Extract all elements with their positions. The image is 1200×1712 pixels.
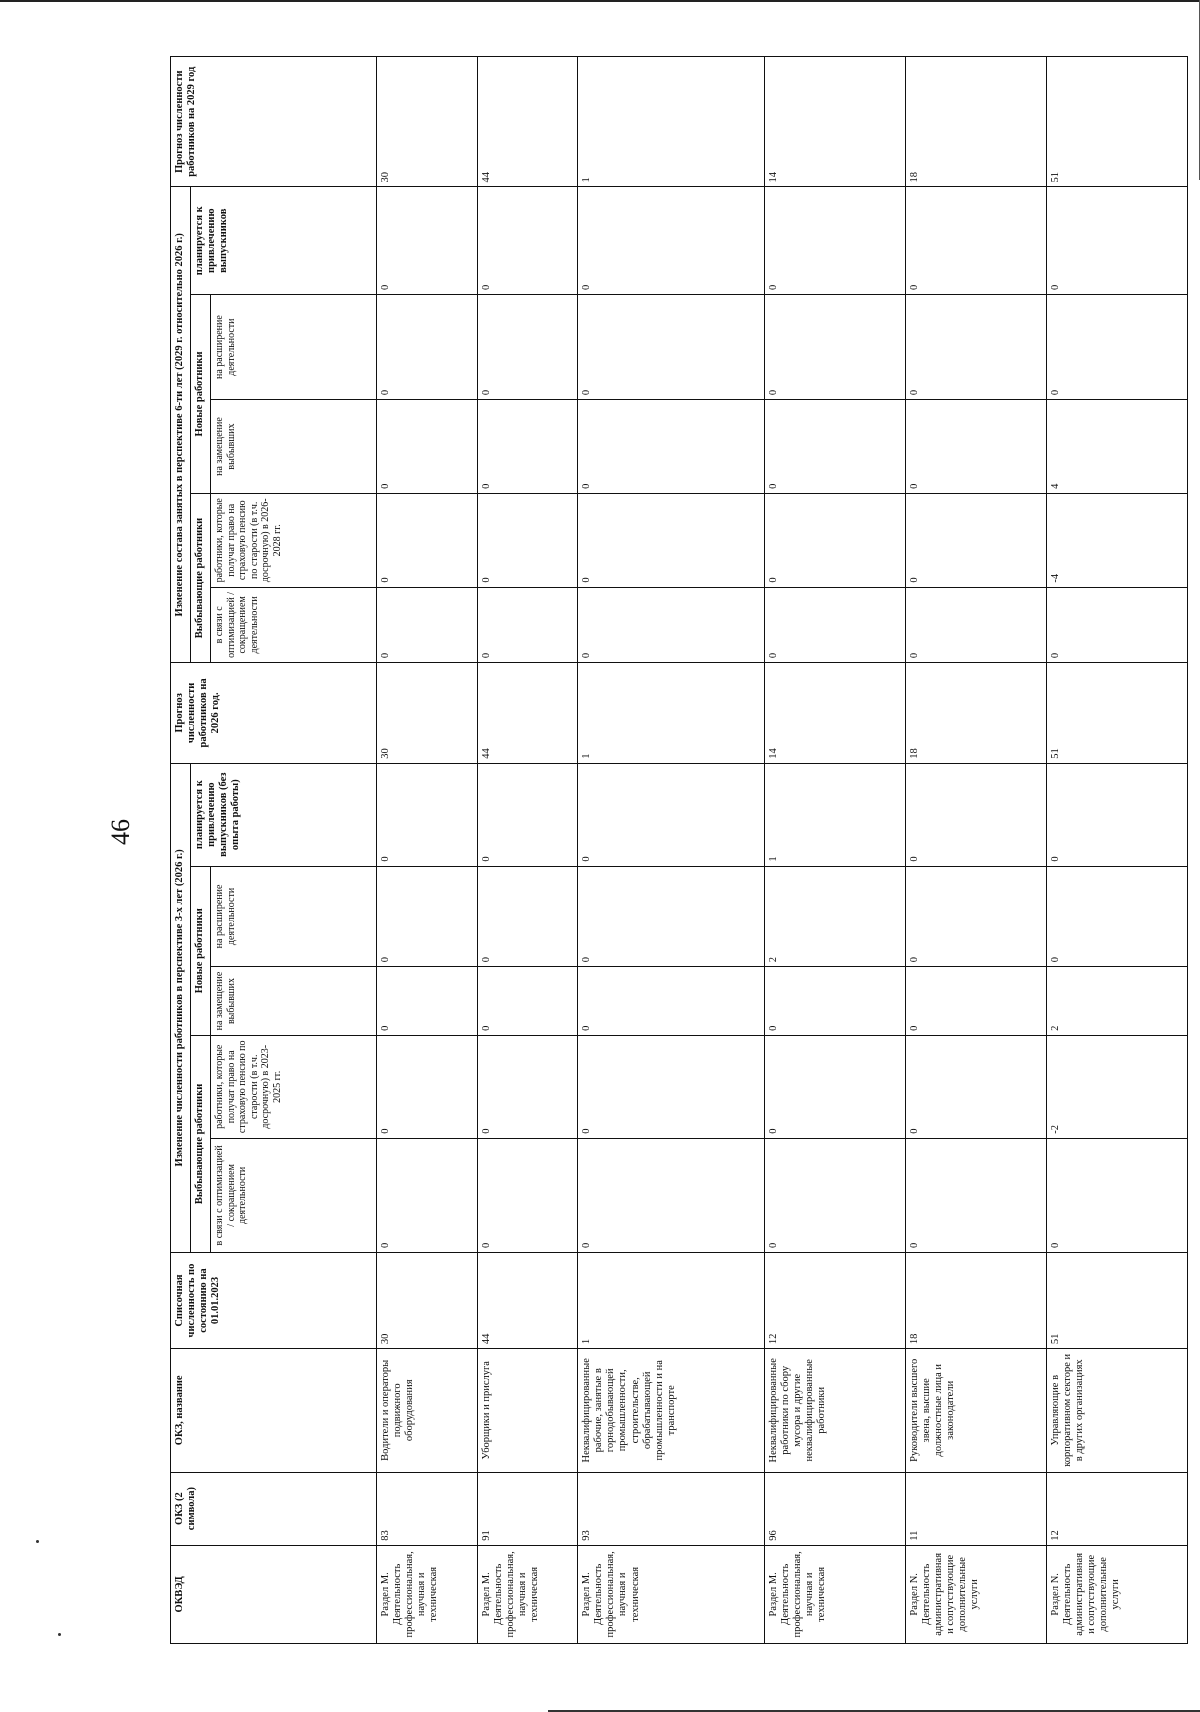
value-cell: 0 — [906, 400, 1047, 494]
value-cell: 0 — [765, 1138, 906, 1252]
okz2-cell: 83 — [377, 1472, 478, 1545]
value-cell: 1 — [578, 57, 765, 187]
value-cell: 51 — [1047, 1253, 1188, 1349]
value-cell: 0 — [377, 967, 478, 1036]
value-cell: 0 — [578, 763, 765, 866]
okz2-cell: 93 — [578, 1472, 765, 1545]
value-cell: 18 — [906, 663, 1047, 764]
rotated-table-area — [170, 56, 1188, 1644]
value-cell: 0 — [906, 187, 1047, 295]
value-cell: 0 — [765, 967, 906, 1036]
okz-name-cell: Руководители высшего звена, высшие должностные лица и законодатели — [906, 1349, 1047, 1472]
value-cell: 4 — [1047, 400, 1188, 494]
scan-speck — [36, 1540, 39, 1543]
okz-name-cell: Уборщики и прислуга — [477, 1349, 578, 1472]
value-cell: 51 — [1047, 663, 1188, 764]
top-scan-edge — [0, 0, 1200, 2]
value-cell: 0 — [1047, 295, 1188, 400]
value-cell: 0 — [765, 493, 906, 587]
table-body — [377, 57, 1188, 1644]
value-cell: 0 — [765, 1035, 906, 1138]
table-row — [906, 57, 1047, 1644]
value-cell: 18 — [906, 57, 1047, 187]
value-cell: 0 — [906, 587, 1047, 662]
header-new-3y: Новые работники — [191, 866, 211, 1035]
value-cell: 0 — [578, 1035, 765, 1138]
okz-name-cell: Неквалифицированные рабочие, занятые в горнодобывающей промышленности, строительстве, обрабатывающей промышленности и на транспорте — [578, 1349, 765, 1472]
value-cell: 44 — [477, 57, 578, 187]
okved-cell: Раздел М. Деятельность профессиональная, научная и техническая — [765, 1545, 906, 1643]
value-cell: 0 — [477, 587, 578, 662]
value-cell: 0 — [377, 493, 478, 587]
header-leaving-opt-6y: в связи с оптимизацией / сокращением деятельности — [211, 587, 377, 662]
value-cell: 0 — [377, 866, 478, 967]
value-cell: 0 — [578, 295, 765, 400]
header-change-3y: Изменение численности работников в перспективе 3-х лет (2026 г.) — [171, 763, 191, 1252]
header-new-6y: Новые работники — [191, 295, 211, 494]
value-cell: 1 — [765, 763, 906, 866]
okved-cell: Раздел М. Деятельность профессиональная, научная и техническая — [477, 1545, 578, 1643]
table-row — [477, 57, 578, 1644]
header-new-expand-6y: на расширение деятельности — [211, 295, 377, 400]
header-okved: ОКВЭД — [171, 1545, 377, 1643]
header-headcount-2023: Списочная численность по состоянию на 01.01.2023 — [171, 1253, 377, 1349]
value-cell: 12 — [765, 1253, 906, 1349]
value-cell: 0 — [906, 1035, 1047, 1138]
value-cell: 0 — [477, 187, 578, 295]
value-cell: 0 — [1047, 587, 1188, 662]
value-cell: 0 — [377, 1138, 478, 1252]
value-cell: 0 — [906, 967, 1047, 1036]
value-cell: 0 — [377, 1035, 478, 1138]
value-cell: 0 — [1047, 763, 1188, 866]
value-cell: 2 — [1047, 967, 1188, 1036]
value-cell: 0 — [377, 187, 478, 295]
value-cell: 0 — [578, 866, 765, 967]
value-cell: 44 — [477, 663, 578, 764]
value-cell: 0 — [906, 295, 1047, 400]
value-cell: 0 — [578, 493, 765, 587]
value-cell: 0 — [377, 587, 478, 662]
okz-name-cell: Водители и операторы подвижного оборудования — [377, 1349, 478, 1472]
header-new-replace-6y: на замещение выбывших — [211, 400, 377, 494]
value-cell: -4 — [1047, 493, 1188, 587]
value-cell: 30 — [377, 57, 478, 187]
value-cell: -2 — [1047, 1035, 1188, 1138]
okved-cell: Раздел N. Деятельность административная и сопутствующие дополнительные услуги — [1047, 1545, 1188, 1643]
value-cell: 30 — [377, 1253, 478, 1349]
header-leaving-6y: Выбывающие работники — [191, 493, 211, 662]
okz2-cell: 91 — [477, 1472, 578, 1545]
value-cell: 14 — [765, 663, 906, 764]
okz2-cell: 11 — [906, 1472, 1047, 1545]
value-cell: 0 — [906, 763, 1047, 866]
value-cell: 0 — [377, 763, 478, 866]
value-cell: 0 — [906, 493, 1047, 587]
header-new-replace-3y: на замещение выбывших — [211, 967, 377, 1036]
value-cell: 1 — [578, 1253, 765, 1349]
okz2-cell: 96 — [765, 1472, 906, 1545]
value-cell: 0 — [1047, 866, 1188, 967]
value-cell: 0 — [477, 866, 578, 967]
okved-cell: Раздел М. Деятельность профессиональная, научная и техническая — [377, 1545, 478, 1643]
header-graduates-6y: планируется к привлечению выпускников — [191, 187, 377, 295]
value-cell: 0 — [765, 587, 906, 662]
value-cell: 0 — [377, 295, 478, 400]
okved-cell: Раздел М. Деятельность профессиональная, научная и техническая — [578, 1545, 765, 1643]
value-cell: 0 — [906, 1138, 1047, 1252]
value-cell: 0 — [477, 493, 578, 587]
okz-name-cell: Неквалифицированные работники по сбору мусора и другие неквалифицированные работники — [765, 1349, 906, 1472]
value-cell: 0 — [477, 1138, 578, 1252]
table-row — [578, 57, 765, 1644]
value-cell: 0 — [578, 187, 765, 295]
value-cell: 1 — [578, 663, 765, 764]
okz-name-cell: Управляющие в корпоративном секторе и в других организациях — [1047, 1349, 1188, 1472]
header-forecast-2026: Прогноз численности работников на 2026 год. — [171, 663, 377, 764]
value-cell: 51 — [1047, 57, 1188, 187]
header-okz2: ОКЗ (2 символа) — [171, 1472, 377, 1545]
okz2-cell: 12 — [1047, 1472, 1188, 1545]
table-row — [765, 57, 906, 1644]
header-graduates-3y: планируется к привлечению выпускников (без опыта работы) — [191, 763, 377, 866]
value-cell: 30 — [377, 663, 478, 764]
value-cell: 0 — [1047, 1138, 1188, 1252]
value-cell: 2 — [765, 866, 906, 967]
value-cell: 0 — [377, 400, 478, 494]
header-forecast-2029: Прогноз численности работников на 2029 год — [171, 57, 377, 187]
value-cell: 0 — [477, 967, 578, 1036]
header-leaving-opt-3y: в связи с оптимизацией / сокращением деятельности — [211, 1138, 377, 1252]
value-cell: 0 — [765, 187, 906, 295]
value-cell: 0 — [578, 1138, 765, 1252]
value-cell: 0 — [477, 1035, 578, 1138]
value-cell: 0 — [906, 866, 1047, 967]
value-cell: 0 — [765, 400, 906, 494]
header-okz-name: ОКЗ, название — [171, 1349, 377, 1472]
table-row — [1047, 57, 1188, 1644]
value-cell: 0 — [477, 400, 578, 494]
value-cell: 0 — [765, 295, 906, 400]
table-rotator — [170, 56, 1188, 1644]
header-leaving-pension-6y: работники, которые получат право на страховую пенсию по старости (в т.ч. досрочную) в 2026-2028 гг. — [211, 493, 377, 587]
value-cell: 44 — [477, 1253, 578, 1349]
value-cell: 18 — [906, 1253, 1047, 1349]
value-cell: 0 — [477, 763, 578, 866]
page-number: 46 — [106, 819, 135, 845]
value-cell: 0 — [578, 587, 765, 662]
okved-cell: Раздел N. Деятельность административная и сопутствующие дополнительные услуги — [906, 1545, 1047, 1643]
header-leaving-pension-3y: работники, которые получат право на страховую пенсию по старости (в т.ч. досрочную) в 2023-2025 гг. — [211, 1035, 377, 1138]
header-leaving-3y: Выбывающие работники — [191, 1035, 211, 1252]
value-cell: 0 — [477, 295, 578, 400]
table-row — [377, 57, 478, 1644]
value-cell: 0 — [578, 967, 765, 1036]
header-change-6y: Изменение состава занятых в перспективе 6-ти лет (2029 г. относительно 2026 г.) — [171, 187, 191, 663]
value-cell: 0 — [578, 400, 765, 494]
value-cell: 14 — [765, 57, 906, 187]
header-new-expand-3y: на расширение деятельности — [211, 866, 377, 967]
value-cell: 0 — [1047, 187, 1188, 295]
employment-forecast-table — [170, 56, 1188, 1644]
scan-speck — [58, 1633, 61, 1636]
